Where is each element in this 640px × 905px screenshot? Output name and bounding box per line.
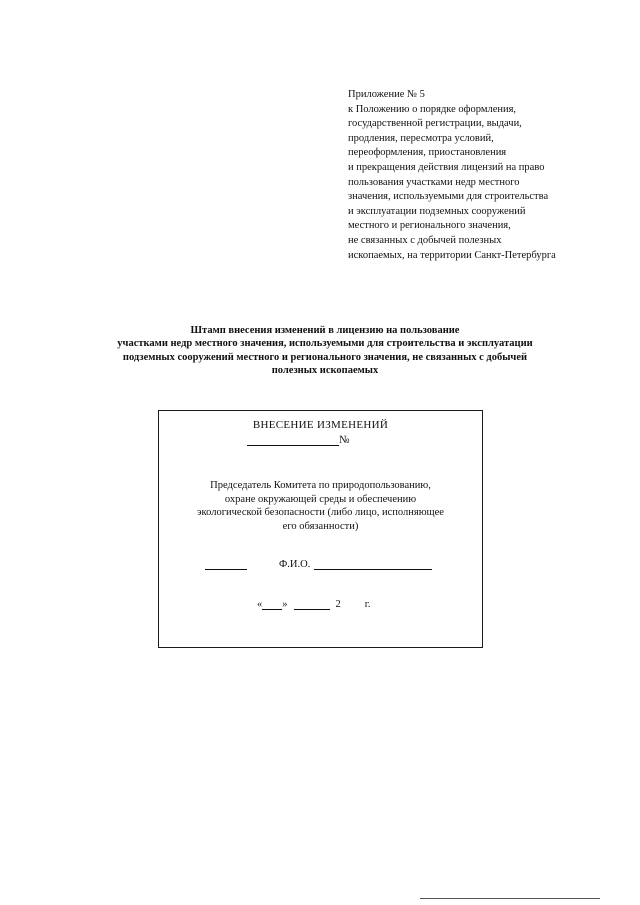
signatory-line: охране окружающей среды и обеспечению (224, 493, 417, 505)
title-line: Штамп внесения изменений в лицензию на пользование (190, 325, 460, 336)
signatory-line: Председатель Комитета по природопользованию, (210, 480, 431, 491)
year-prefix: 2 (335, 599, 341, 610)
signatory-line: экологической безопасности (либо лицо, исполняющее (197, 507, 444, 519)
day-blank-line (262, 597, 282, 610)
title-line: участками недр местного значения, используемыми для строительства и эксплуатации (117, 338, 533, 350)
appendix-line: продления, пересмотра условий, (348, 132, 494, 144)
appendix-line: не связанных с добычей полезных (348, 234, 502, 246)
number-sign: № (339, 434, 350, 446)
month-blank-line (294, 597, 330, 610)
stamp-number-field (247, 433, 350, 446)
appendix-line: к Положению о порядке оформления, (348, 103, 517, 115)
appendix-line: и эксплуатации подземных сооружений (348, 205, 526, 217)
appendix-line: значения, используемыми для строительства (348, 191, 549, 203)
stamp-heading: ВНЕСЕНИЕ ИЗМЕНЕНИЙ (252, 419, 389, 431)
date-open-quote: « (257, 599, 263, 610)
number-blank-line (247, 433, 339, 446)
date-close-quote: » (282, 599, 288, 610)
appendix-line: местного и регионального значения, (348, 220, 511, 232)
signature-row (205, 557, 432, 570)
appendix-line: и прекращения действия лицензий на право (348, 161, 545, 173)
appendix-line: Приложение № 5 (348, 89, 425, 100)
appendix-line: государственной регистрации, выдачи, (348, 118, 522, 130)
document-title (40, 324, 610, 378)
appendix-block (348, 88, 628, 263)
stamp-frame (158, 410, 483, 648)
appendix-line: пользования участками недр местного (348, 176, 520, 188)
year-suffix: г. (364, 599, 371, 610)
signature-blank-line (205, 557, 247, 570)
appendix-line: переоформления, приостановления (348, 147, 507, 159)
stamp-signatory (159, 479, 482, 533)
appendix-line: ископаемых, на территории Санкт-Петербурга (348, 249, 556, 261)
title-line: полезных ископаемых (271, 365, 379, 377)
date-row (257, 597, 371, 610)
title-line: подземных сооружений местного и регионального значения, не связанных с добычей (122, 351, 528, 363)
scan-edge-line (420, 898, 600, 899)
signatory-line: его обязанности) (282, 520, 359, 532)
fio-label: Ф.И.О. (279, 559, 311, 570)
fio-blank-line (314, 557, 432, 570)
